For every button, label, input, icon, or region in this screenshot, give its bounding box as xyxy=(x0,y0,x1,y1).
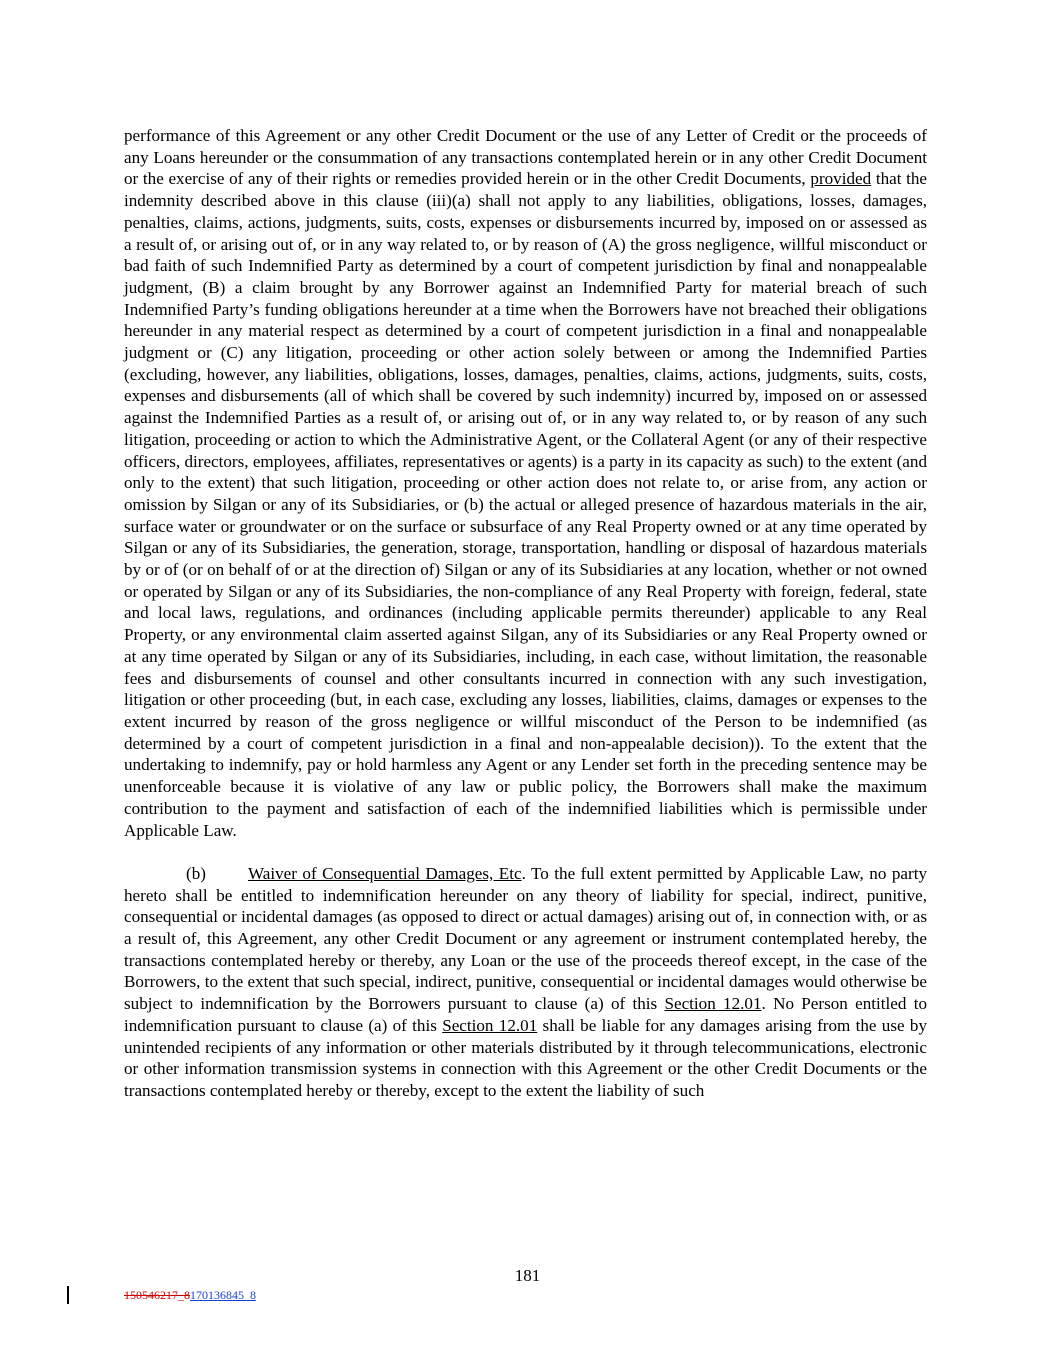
document-body xyxy=(124,125,927,1102)
paragraph2-text-a: . To the full extent permitted by Applicable Law, no party hereto shall be entitled to indemnification hereunder on any theory of liability for special, indirect, punitive, consequential or incidental damages (as opposed to direct or actual damages) arising out of, in connection with, or as a result of, this Agreement, any other Credit Document or any agreement or instrument contemplated hereby, the transactions contemplated hereby or thereby, any Loan or the use of the proceeds thereof except, in the case of the Borrowers, to the extent that such special, indirect, punitive, consequential or incidental damages would otherwise be subject to indemnification by the Borrowers pursuant to clause (a) of this xyxy=(124,863,928,1014)
section-reference: Section 12.01 xyxy=(664,994,762,1014)
document-id-deleted: 150546217_8 xyxy=(124,1288,190,1302)
provided-term: provided xyxy=(810,169,872,189)
clause-heading: Waiver of Consequential Damages, Etc xyxy=(248,863,522,883)
document-id-inserted: 170136845_8 xyxy=(190,1288,256,1302)
paragraph1-text-a: performance of this Agreement or any other Credit Document or the use of any Letter of Credit or the proceeds of any Loans hereunder or the consummation of any transactions contemplated herein or in any other Credit Document or the exercise of any of their rights or remedies provided herein or in the other Credit Documents, xyxy=(124,126,927,189)
paragraph1-text-b: that the indemnity described above in this clause (iii)(a) shall not apply to any liabilities, obligations, losses, damages, penalties, claims, actions, judgments, suits, costs, expenses or disbursements incurred by, imposed on or assessed as a result of, or arising out of, or in any way related to, or by reason of (A) the gross negligence, willful misconduct or bad faith of such Indemnified Party as determined by a court of competent jurisdiction by final and nonappealable judgment, (B) a claim brought by any Borrower against an Indemnified Party for material breach of such Indemnified Party’s funding obligations hereunder at a time when the Borrowers have not breached their obligations hereunder in any material respect as determined by a court of competent jurisdiction in a final and nonappealable judgment or (C) any litigation, proceeding or other action solely between or among the Indemnified Parties (excluding, however, any liabilities, obligations, losses, damages, penalties, claims, actions, judgments, suits, costs, expenses and disbursements (all of which shall be covered by such indemnity) incurred by, imposed on or assessed against the Indemnified Parties as a result of, or arising out of, or in any way related to, or by reason of any such litigation, proceeding or action to which the Administrative Agent, or the Collateral Agent (or any of their respective officers, directors, employees, affiliates, representatives or agents) is a party in its capacity as such) to the extent (and only to the extent) that such litigation, proceeding or other action does not relate to, or arise from, any action or omission by Silgan or any of its Subsidiaries, or (b) the actual or alleged presence of hazardous materials in the air, surface water or groundwater or on the surface or subsurface of any Real Property owned or at any time operated by Silgan or any of its Subsidiaries, the generation, storage, transportation, handling or disposal of hazardous materials by or of (or on behalf of or at the direction of) Silgan or any of its Subsidiaries at any location, whether or not owned or operated by Silgan or any of its Subsidiaries, the non-compliance of any Real Property with foreign, federal, state and local laws, regulations, and ordinances (including applicable permits thereunder) applicable to any Real Property, or any environmental claim asserted against Silgan, any of its Subsidiaries or any Real Property owned or at any time operated by Silgan or any of its Subsidiaries, including, in each case, without limitation, the reasonable fees and disbursements of counsel and other consultants incurred in connection with any such investigation, litigation or other proceeding (but, in each case, excluding any losses, liabilities, claims, damages or expenses to the extent incurred by reason of the gross negligence or willful misconduct of the Person to be indemnified (as determined by a court of competent jurisdiction in a final and non-appealable decision)). To the extent that the undertaking to indemnify, pay or hold harmless any Agent or any Lender set forth in the preceding sentence may be unenforceable because it is violative of any law or public policy, the Borrowers shall make the maximum contribution to the payment and satisfaction of each of the indemnified liabilities which is permissible under Applicable Law. xyxy=(124,169,928,840)
paragraph-waiver-consequential-damages xyxy=(124,863,927,1102)
paragraph-indemnity-continuation xyxy=(124,125,927,841)
revision-bar xyxy=(67,1286,69,1304)
section-reference: Section 12.01 xyxy=(442,1015,538,1035)
page-number: 181 xyxy=(514,1266,541,1285)
paragraph2-text-c: shall be liable for any damages arising from the use by unintended recipients of any information or other materials distributed by it through telecommunications, electronic or other information transmission systems in connection with this Agreement or the other Credit Documents or the transactions contemplated hereby or thereby, except to the extent the liability of such xyxy=(124,1015,927,1100)
document-id xyxy=(124,1288,256,1303)
clause-label: (b) xyxy=(186,863,206,883)
paragraph2-text-b: . No Person entitled to indemnification pursuant to clause (a) of this xyxy=(124,994,927,1035)
